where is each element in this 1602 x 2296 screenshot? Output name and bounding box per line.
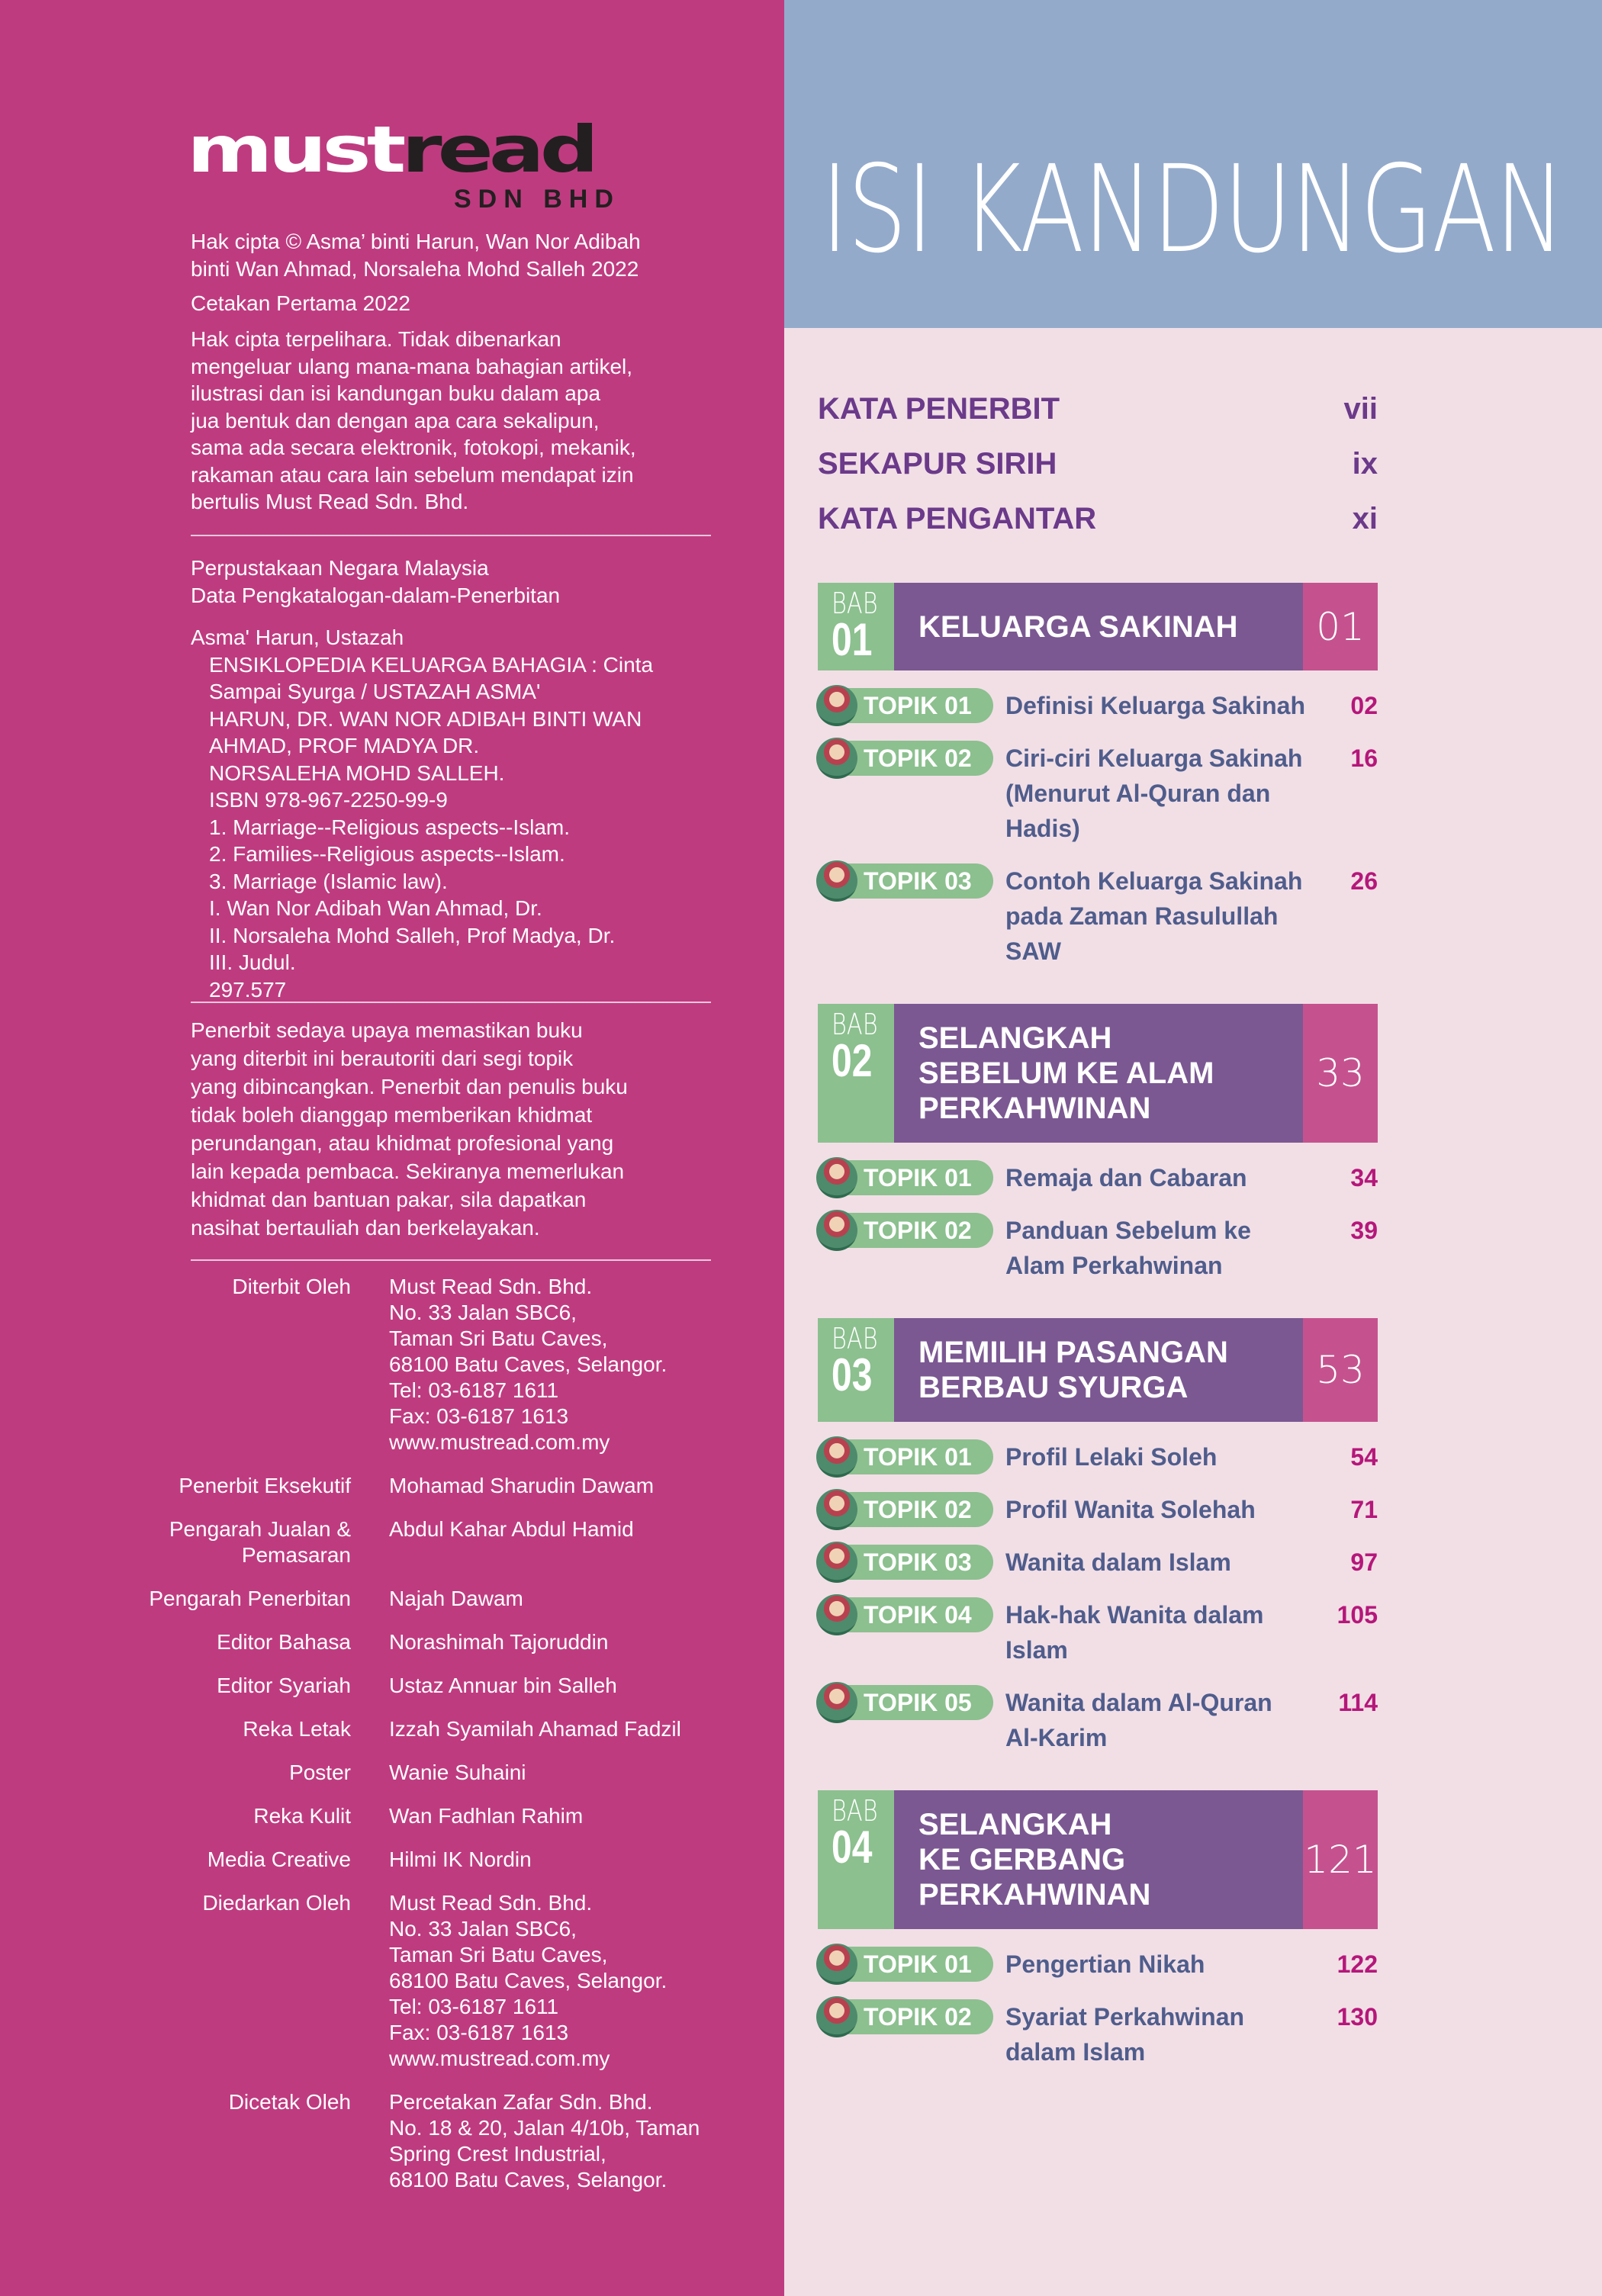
family-icon (816, 1436, 857, 1478)
text-line: Hak cipta terpelihara. Tidak dibenarkan (191, 327, 561, 351)
topic-page: 16 (1350, 744, 1378, 772)
text-line: perundangan, atau khidmat profesional yang (191, 1131, 614, 1155)
topic-badge-label: TOPIK 04 (864, 1601, 972, 1629)
divider (191, 1002, 711, 1003)
colophon-row (0, 1473, 784, 1499)
topic-title (1005, 741, 1324, 846)
text-line: Hak-hak Wanita dalam (1005, 1601, 1264, 1629)
colophon-label (0, 1760, 351, 1786)
text-line: Definisi Keluarga Sakinah (1005, 692, 1306, 719)
text-line: Profil Wanita Solehah (1005, 1496, 1256, 1523)
text-line: SELANGKAH (918, 1021, 1112, 1055)
chapter-header[interactable] (818, 1790, 1378, 1929)
topic-badge (818, 688, 993, 723)
text-line: Media Creative (207, 1847, 351, 1871)
text-line: Perpustakaan Negara Malaysia (191, 556, 489, 580)
text-line: Contoh Keluarga Sakinah (1005, 867, 1303, 895)
topic-badge (818, 1160, 993, 1195)
text-line: Reka Letak (243, 1717, 351, 1741)
text-line: 3. Marriage (Islamic law). (209, 869, 448, 893)
topic-badge-label: TOPIK 05 (864, 1689, 972, 1716)
family-icon (816, 1944, 857, 1985)
topic-badge-label: TOPIK 02 (864, 2003, 972, 2031)
chapter-number (818, 1004, 894, 1143)
catalog-data (191, 624, 717, 1003)
text-line: Diterbit Oleh (232, 1275, 351, 1298)
chapter-title-text (918, 1021, 1214, 1126)
topic-page: 114 (1338, 1689, 1378, 1716)
chapter-page: 121 (1303, 1790, 1378, 1929)
text-line: Sampai Syurga / USTAZAH ASMA' (209, 680, 541, 703)
colophon-row (0, 1586, 784, 1612)
toc-item-page: vii (1343, 392, 1378, 426)
text-line: Najah Dawam (389, 1587, 523, 1610)
chapter-number-value: 01 (832, 614, 873, 665)
text-line: khidmat dan bantuan pakar, sila dapatkan (191, 1188, 587, 1211)
topic-title (1005, 1597, 1324, 1667)
text-line: Tel: 03-6187 1611 (389, 1995, 559, 2018)
copyright-notice (191, 228, 717, 282)
text-line: pada Zaman Rasulullah SAW (1005, 902, 1279, 965)
chapter-title-text (918, 1335, 1228, 1405)
text-line: Profil Lelaki Soleh (1005, 1443, 1218, 1471)
divider (191, 535, 711, 536)
toc-item-title: KATA PENERBIT (818, 392, 1060, 426)
text-line: Alam Perkahwinan (1005, 1252, 1223, 1279)
topic-badge (818, 1685, 993, 1720)
colophon-label (0, 1716, 351, 1742)
logo-subtitle: SDN BHD (454, 185, 620, 214)
text-line: Must Read Sdn. Bhd. (389, 1275, 593, 1298)
chapter-header[interactable] (818, 1004, 1378, 1143)
text-line: HARUN, DR. WAN NOR ADIBAH BINTI WAN (209, 706, 642, 731)
chapter-number (818, 583, 894, 670)
chapter-page: 33 (1303, 1004, 1378, 1143)
topic-badge (818, 1597, 993, 1632)
family-icon (816, 738, 857, 779)
text-line: Izzah Syamilah Ahamad Fadzil (389, 1717, 681, 1741)
topic-title (1005, 688, 1324, 723)
text-line: rakaman atau cara lain sebelum mendapat izin (191, 462, 634, 487)
chapter-number (818, 1318, 894, 1422)
text-line: Hadis) (1005, 815, 1080, 842)
family-icon (816, 1210, 857, 1251)
family-icon (816, 860, 857, 902)
text-line: Syariat Perkahwinan (1005, 2003, 1245, 2031)
colophon-row (0, 1716, 784, 1742)
topic-item[interactable] (818, 1439, 1378, 1474)
divider (191, 1259, 711, 1261)
colophon-value (389, 1803, 583, 1829)
text-line: 68100 Batu Caves, Selangor. (389, 1969, 668, 1992)
text-line: Penerbit Eksekutif (179, 1474, 351, 1497)
topic-title (1005, 1213, 1324, 1283)
text-line: Hilmi IK Nordin (389, 1847, 532, 1871)
text-line: Norashimah Tajoruddin (389, 1630, 609, 1654)
colophon-row (0, 2089, 784, 2193)
text-line: Al-Karim (1005, 1724, 1108, 1751)
bab-label: BAB (832, 587, 878, 620)
toc-item-page: ix (1352, 447, 1378, 481)
topic-badge-label: TOPIK 03 (864, 1548, 972, 1576)
colophon-label (0, 1847, 351, 1873)
text-line: I. Wan Nor Adibah Wan Ahmad, Dr. (209, 896, 542, 920)
topic-item[interactable] (818, 1492, 1378, 1527)
text-line: Pengertian Nikah (1005, 1950, 1205, 1978)
text-line: Fax: 03-6187 1613 (389, 1404, 569, 1428)
text-line: Hak cipta © Asma’ binti Harun, Wan Nor Adibah (191, 230, 641, 253)
text-line: ISBN 978-967-2250-99-9 (209, 788, 448, 812)
text-line: 68100 Batu Caves, Selangor. (389, 1352, 668, 1376)
text-line: nasihat bertauliah dan berkelayakan. (191, 1216, 540, 1240)
catalog-entries (191, 651, 717, 1004)
catalog-author: Asma' Harun, Ustazah (191, 625, 404, 649)
text-line: 297.577 (209, 977, 287, 1002)
topic-list (818, 1947, 1378, 2069)
colophon (0, 1274, 784, 2211)
colophon-label (0, 2089, 351, 2193)
text-line: lain kepada pembaca. Sekiranya memerlukan (191, 1159, 625, 1183)
colophon-value (389, 1473, 654, 1499)
topic-badge (818, 1213, 993, 1248)
colophon-value (389, 1847, 532, 1873)
text-line: III. Judul. (209, 950, 296, 974)
topic-badge-label: TOPIK 01 (864, 692, 972, 719)
colophon-label (0, 1629, 351, 1655)
topic-title (1005, 1160, 1324, 1195)
topic-page: 97 (1350, 1548, 1378, 1576)
text-line: BERBAU SYURGA (918, 1371, 1189, 1404)
topic-badge-label: TOPIK 03 (864, 867, 972, 895)
text-line: SEBELUM KE ALAM (918, 1056, 1214, 1090)
colophon-row (0, 1760, 784, 1786)
colophon-label (0, 1473, 351, 1499)
text-line: yang dibincangkan. Penerbit dan penulis buku (191, 1075, 628, 1098)
family-icon (816, 1157, 857, 1198)
chapter-number-value: 02 (832, 1035, 873, 1086)
logo-text: must (187, 112, 402, 188)
topic-title (1005, 1492, 1324, 1527)
colophon-value (389, 1890, 667, 2072)
text-line: 68100 Batu Caves, Selangor. (389, 2168, 668, 2191)
text-line: Reka Kulit (253, 1804, 351, 1828)
colophon-label (0, 1586, 351, 1612)
text-line: ENSIKLOPEDIA KELUARGA BAHAGIA : Cinta (209, 652, 654, 677)
text-line: yang diterbit ini berautoriti dari segi topik (191, 1047, 574, 1070)
topic-badge (818, 741, 993, 776)
topic-page: 105 (1337, 1601, 1378, 1629)
bab-label: BAB (832, 1008, 878, 1041)
text-line: binti Wan Ahmad, Norsaleha Mohd Salleh 2022 (191, 256, 639, 281)
text-line: Taman Sri Batu Caves, (389, 1943, 608, 1966)
text-line: www.mustread.com.my (389, 1430, 610, 1454)
colophon-row (0, 1673, 784, 1699)
text-line: Percetakan Zafar Sdn. Bhd. (389, 2090, 653, 2114)
chapter-number-value: 03 (832, 1349, 873, 1400)
chapter-header[interactable] (818, 1318, 1378, 1422)
text-line: AHMAD, PROF MADYA DR. (209, 734, 480, 757)
topic-badge (818, 1999, 993, 2034)
text-line: Pemasaran (241, 1543, 351, 1567)
topic-page: 26 (1350, 867, 1378, 895)
edition: Cetakan Pertama 2022 (191, 291, 410, 315)
topic-title (1005, 1685, 1324, 1755)
text-line: dalam Islam (1005, 2038, 1146, 2066)
text-line: KELUARGA SAKINAH (918, 609, 1238, 644)
text-line: MEMILIH PASANGAN (918, 1336, 1228, 1369)
topic-page: 71 (1350, 1496, 1378, 1523)
topic-list (818, 1160, 1378, 1283)
colophon-value (389, 1760, 526, 1786)
topic-list (818, 1439, 1378, 1755)
topic-badge-label: TOPIK 01 (864, 1443, 972, 1471)
chapter-title-text (918, 1807, 1150, 1912)
text-line: Remaja dan Cabaran (1005, 1164, 1247, 1191)
topic-page: 39 (1350, 1217, 1378, 1244)
topic-item[interactable] (818, 688, 1378, 723)
topic-title (1005, 1999, 1324, 2069)
topic-title (1005, 1439, 1324, 1474)
chapter-title (894, 1318, 1303, 1422)
text-line: KE GERBANG (918, 1843, 1126, 1876)
colophon-row (0, 1803, 784, 1829)
topic-page: 54 (1350, 1443, 1378, 1471)
topic-item[interactable] (818, 1213, 1378, 1283)
text-line: Wan Fadhlan Rahim (389, 1804, 584, 1828)
colophon-value (389, 1716, 681, 1742)
text-line: Fax: 03-6187 1613 (389, 2021, 569, 2044)
colophon-label (0, 1890, 351, 2072)
text-line: (Menurut Al-Quran dan (1005, 780, 1271, 807)
colophon-value (389, 1673, 617, 1699)
topic-badge-label: TOPIK 02 (864, 744, 972, 772)
chapter-number (818, 1790, 894, 1929)
text-line: No. 33 Jalan SBC6, (389, 1917, 577, 1941)
chapter-number-value: 04 (832, 1822, 873, 1873)
table-of-contents (818, 387, 1378, 2069)
topic-item[interactable] (818, 1947, 1378, 1982)
toc-header (784, 0, 1602, 328)
text-line: tidak boleh dianggap memberikan khidmat (191, 1103, 593, 1127)
text-line: Pengarah Penerbitan (149, 1587, 351, 1610)
text-line: Diedarkan Oleh (202, 1891, 351, 1915)
text-line: ilustrasi dan isi kandungan buku dalam apa (191, 381, 601, 405)
topic-item[interactable] (818, 1597, 1378, 1667)
topic-list (818, 688, 1378, 969)
rights-statement (191, 326, 717, 516)
colophon-row (0, 1629, 784, 1655)
toc-front-item[interactable] (818, 387, 1378, 442)
text-line: Wanie Suhaini (389, 1761, 526, 1784)
mustread-logo (187, 112, 645, 214)
toc-item-page: xi (1352, 502, 1378, 535)
colophon-value (389, 1516, 634, 1568)
chapter-title (894, 1790, 1303, 1929)
chapter-title (894, 1004, 1303, 1143)
text-line: Penerbit sedaya upaya memastikan buku (191, 1018, 583, 1042)
text-line: No. 33 Jalan SBC6, (389, 1301, 577, 1324)
colophon-value (389, 1274, 667, 1455)
chapter-page: 01 (1303, 583, 1378, 670)
family-icon (816, 1594, 857, 1635)
text-line: Wanita dalam Al-Quran (1005, 1689, 1272, 1716)
family-icon (816, 685, 857, 726)
topic-badge (818, 1947, 993, 1982)
colophon-label (0, 1803, 351, 1829)
text-line: Panduan Sebelum ke (1005, 1217, 1251, 1244)
text-line: mengeluar ulang mana-mana bahagian artikel, (191, 354, 633, 378)
text-line: Ciri-ciri Keluarga Sakinah (1005, 744, 1303, 772)
colophon-label (0, 1673, 351, 1699)
text-line: Spring Crest Industrial, (389, 2142, 606, 2166)
family-icon (816, 1489, 857, 1530)
topic-title (1005, 1947, 1324, 1982)
text-line: Abdul Kahar Abdul Hamid (389, 1517, 634, 1541)
toc-front-item[interactable] (818, 497, 1378, 552)
copyright-page (0, 0, 784, 2296)
colophon-value (389, 1586, 523, 1612)
topic-item[interactable] (818, 1545, 1378, 1580)
chapter-header[interactable] (818, 583, 1378, 670)
text-line: 1. Marriage--Religious aspects--Islam. (209, 815, 571, 839)
logo-text-dark: read (401, 112, 595, 188)
topic-badge-label: TOPIK 02 (864, 1217, 972, 1244)
text-line: Dicetak Oleh (228, 2090, 351, 2114)
colophon-row (0, 1516, 784, 1568)
text-line: Data Pengkatalogan-dalam-Penerbitan (191, 583, 561, 607)
colophon-row (0, 1274, 784, 1455)
topic-item[interactable] (818, 1160, 1378, 1195)
colophon-value (389, 1629, 608, 1655)
topic-badge (818, 1492, 993, 1527)
text-line: Editor Bahasa (217, 1630, 351, 1654)
colophon-value (389, 2089, 700, 2193)
colophon-row (0, 1890, 784, 2072)
topic-badge (818, 1545, 993, 1580)
topic-badge-label: TOPIK 02 (864, 1496, 972, 1523)
library-heading (191, 555, 717, 609)
text-line: II. Norsaleha Mohd Salleh, Prof Madya, Dr. (209, 923, 616, 947)
text-line: 2. Families--Religious aspects--Islam. (209, 842, 565, 866)
text-line: Editor Syariah (217, 1674, 351, 1697)
toc-item-title: KATA PENGANTAR (818, 502, 1097, 535)
toc-title: ISI KANDUNGAN (821, 140, 1565, 280)
text-line: bertulis Must Read Sdn. Bhd. (191, 490, 469, 513)
text-line: Islam (1005, 1636, 1068, 1664)
topic-item[interactable] (818, 1685, 1378, 1755)
topic-badge (818, 1439, 993, 1474)
chapter-title (894, 583, 1303, 670)
topic-page: 34 (1350, 1164, 1378, 1191)
text-line: No. 18 & 20, Jalan 4/10b, Taman (389, 2116, 700, 2140)
text-line: www.mustread.com.my (389, 2047, 610, 2070)
toc-front-item[interactable] (818, 442, 1378, 497)
chapter-title-text (918, 609, 1238, 645)
text-line: Taman Sri Batu Caves, (389, 1326, 608, 1350)
chapter-page: 53 (1303, 1318, 1378, 1422)
text-line: Must Read Sdn. Bhd. (389, 1891, 593, 1915)
colophon-label (0, 1516, 351, 1568)
family-icon (816, 1682, 857, 1723)
toc-item-title: SEKAPUR SIRIH (818, 447, 1057, 481)
text-line: NORSALEHA MOHD SALLEH. (209, 761, 505, 785)
colophon-row (0, 1847, 784, 1873)
topic-title (1005, 863, 1324, 969)
text-line: Ustaz Annuar bin Salleh (389, 1674, 617, 1697)
family-icon (816, 1542, 857, 1583)
family-icon (816, 1996, 857, 2037)
text-line: sama ada secara elektronik, fotokopi, mekanik, (191, 436, 636, 459)
bab-label: BAB (832, 1794, 878, 1828)
text-line: PERKAHWINAN (918, 1092, 1151, 1125)
topic-page: 02 (1350, 692, 1378, 719)
text-line: Poster (289, 1761, 351, 1784)
topic-badge-label: TOPIK 01 (864, 1950, 972, 1978)
text-line: Wanita dalam Islam (1005, 1548, 1231, 1576)
text-line: Pengarah Jualan & (169, 1517, 351, 1541)
text-line: jua bentuk dan dengan apa cara sekalipun, (191, 408, 600, 433)
topic-item[interactable] (818, 863, 1378, 969)
topic-page: 130 (1337, 2003, 1378, 2031)
bab-label: BAB (832, 1322, 878, 1355)
colophon-label (0, 1274, 351, 1455)
topic-badge-label: TOPIK 01 (864, 1164, 972, 1191)
topic-page: 122 (1337, 1950, 1378, 1978)
disclaimer (191, 1016, 717, 1242)
topic-title (1005, 1545, 1324, 1580)
text-line: Mohamad Sharudin Dawam (389, 1474, 655, 1497)
topic-item[interactable] (818, 741, 1378, 846)
text-line: Tel: 03-6187 1611 (389, 1378, 559, 1402)
topic-badge (818, 863, 993, 899)
text-line: SELANGKAH (918, 1808, 1112, 1841)
topic-item[interactable] (818, 1999, 1378, 2069)
text-line: PERKAHWINAN (918, 1878, 1151, 1912)
